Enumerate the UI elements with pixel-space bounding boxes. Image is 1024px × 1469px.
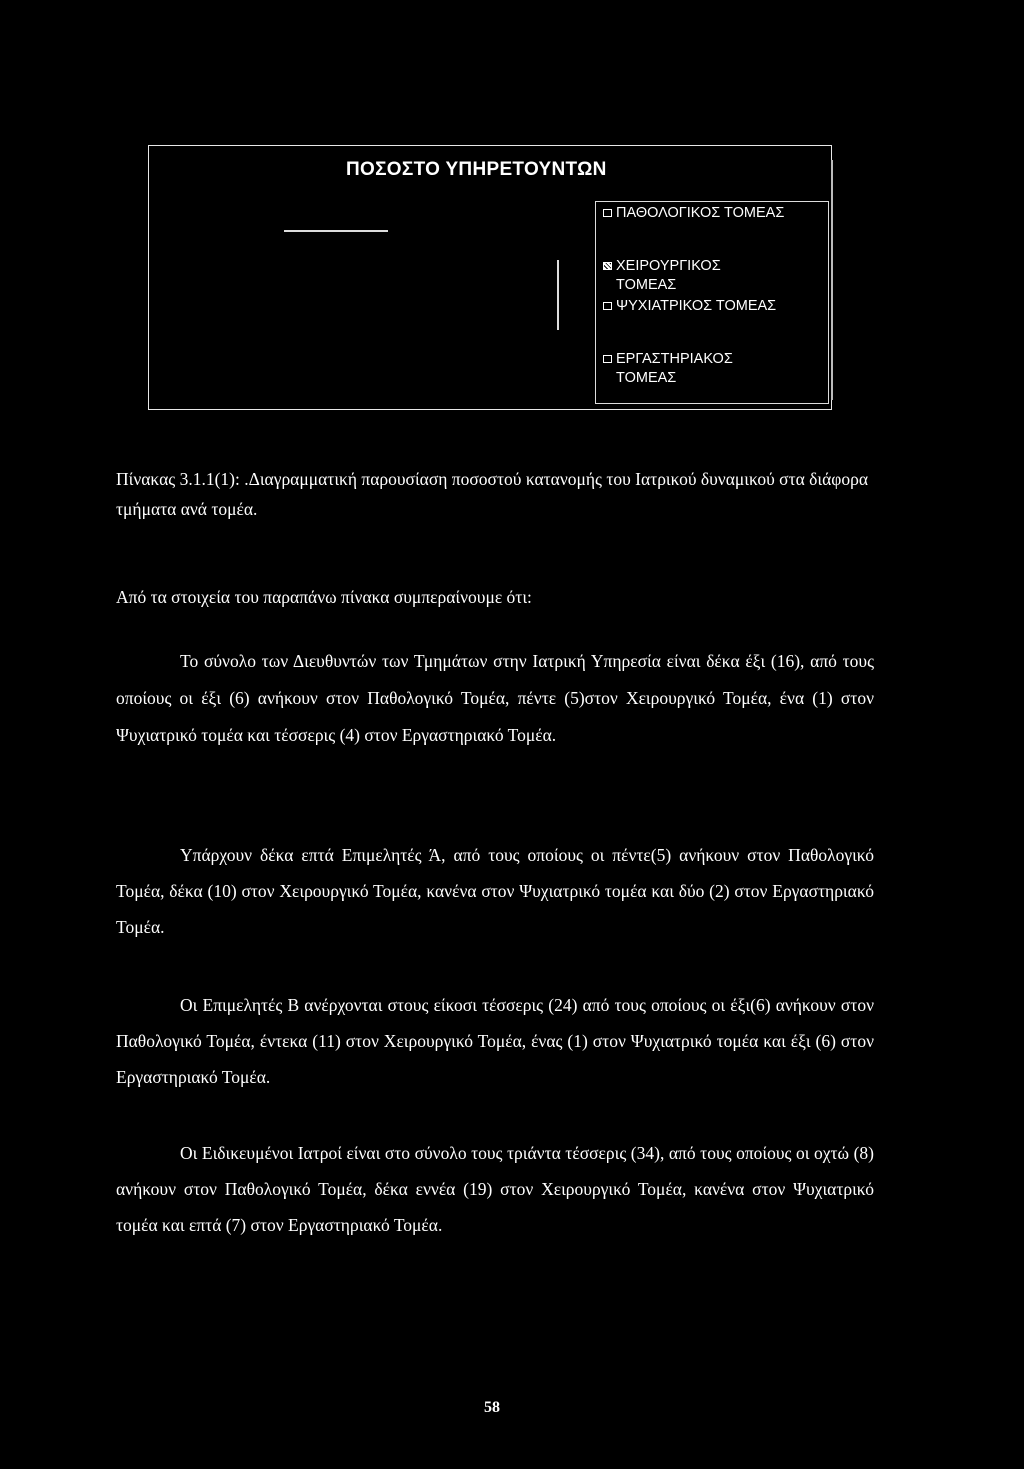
paragraph-specialists: [116, 1135, 874, 1243]
chart-frame: [148, 145, 832, 410]
paragraph-text: Το σύνολο των Διευθυντών των Τμημάτων στην Ιατρική Υπηρεσία είναι δέκα έξι (16), από τους οποίους οι έξι (6) ανήκουν στον Παθολογικό Τομέα, πέντε (5)στον Χειρουργικό Τομέα, ένα (1) στον Ψυχιατρικό τομέα και τέσσερις (4) στον Εργαστηριακό Τομέα.: [116, 651, 874, 745]
legend-item-surgery: [603, 257, 826, 295]
legend-label: ΕΡΓΑΣΤΗΡΙΑΚΟΣ ΤΟΜΕΑΣ: [616, 351, 733, 386]
paragraph-intro: [116, 579, 874, 615]
table-caption: Πίνακας 3.1.1(1): .Διαγραμματική παρουσίαση ποσοστού κατανομής του Ιατρικού δυναμικού στα διάφορα τμήματα ανά τομέα.: [116, 469, 869, 519]
chart-line-fragment-vertical: [557, 260, 559, 330]
chart-title: ΠΟΣΟΣΤΟ ΥΠΗΡΕΤΟΥΝΤΩΝ: [346, 159, 607, 180]
legend-label: ΨΥΧΙΑΤΡΙΚΟΣ ΤΟΜΕΑΣ: [616, 298, 777, 314]
legend-swatch-icon: [603, 302, 612, 310]
paragraph-text: Οι Ειδικευμένοι Ιατροί είναι στο σύνολο τους τριάντα τέσσερις (34), από τους οποίους οι οχτώ (8) ανήκουν στον Παθολογικό Τομέα, δέκα εννέα (19) στον Χειρουργικό Τομέα, κανένα στον Ψυχιατρικό τομέα και επτά (7) στον Εργαστηριακό Τομέα.: [116, 1143, 874, 1235]
paragraph-supervisors-a: [116, 837, 874, 945]
chart-right-edge: [831, 160, 833, 400]
paragraph-text: Υπάρχουν δέκα επτά Επιμελητές Ά, από τους οποίους οι πέντε(5) ανήκουν στον Παθολογικό Τομέα, δέκα (10) στον Χειρουργικό Τομέα, κανένα στον Ψυχιατρικό τομέα και δύο (2) στον Εργαστηριακό Τομέα.: [116, 845, 874, 937]
legend-label: ΠΑΘΟΛΟΓΙΚΟΣ ΤΟΜΕΑΣ: [616, 205, 785, 221]
legend-swatch-icon: [603, 355, 612, 363]
page-number: 58: [484, 1399, 500, 1416]
chart-line-fragment: [284, 230, 388, 232]
paragraph-text: Οι Επιμελητές Β ανέρχονται στους είκοσι τέσσερις (24) από τους οποίους οι έξι(6) ανήκουν στον Παθολογικό Τομέα, έντεκα (11) στον Χειρουργικό Τομέα, ένας (1) στον Ψυχιατρικό τομέα και έξι (6) στον Εργαστηριακό Τομέα.: [116, 995, 874, 1087]
legend-label: ΧΕΙΡΟΥΡΓΙΚΟΣ ΤΟΜΕΑΣ: [616, 258, 721, 293]
legend-swatch-icon: [603, 262, 612, 270]
paragraph-text: Από τα στοιχεία του παραπάνω πίνακα συμπεραίνουμε ότι:: [116, 587, 532, 607]
paragraph-supervisors-b: [116, 987, 874, 1095]
legend-item-psychiatry: [603, 297, 826, 316]
chart-legend: [595, 201, 829, 404]
legend-item-pathology: [603, 204, 826, 223]
legend-swatch-icon: [603, 209, 612, 217]
legend-item-laboratory: [603, 350, 826, 388]
paragraph-directors: [116, 643, 874, 754]
